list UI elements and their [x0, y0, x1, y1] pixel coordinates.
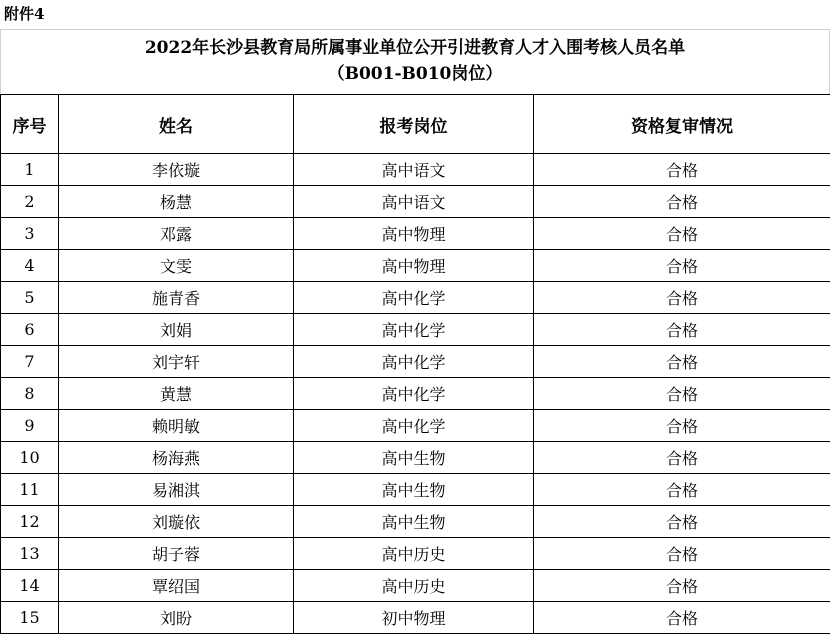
cell-name: 刘盼: [59, 602, 294, 634]
candidate-table: [0, 94, 830, 634]
header-index: 序号: [1, 95, 59, 154]
cell-name: 覃绍国: [59, 570, 294, 602]
cell-post: 高中生物: [294, 474, 534, 506]
title-block: [0, 30, 830, 94]
table-row: [1, 538, 830, 570]
cell-index: 2: [1, 186, 59, 218]
cell-index: 5: [1, 282, 59, 314]
document-title: 2022年长沙县教育局所属事业单位公开引进教育人才入围考核人员名单: [144, 38, 686, 58]
cell-name: 施青香: [59, 282, 294, 314]
document-subtitle: （B001-B010岗位）: [327, 64, 503, 84]
cell-index: 4: [1, 250, 59, 282]
table-row: [1, 570, 830, 602]
table-row: [1, 442, 830, 474]
cell-post: 高中生物: [294, 442, 534, 474]
cell-index: 1: [1, 154, 59, 186]
cell-review: 合格: [534, 570, 830, 602]
cell-post: 高中语文: [294, 154, 534, 186]
cell-review: 合格: [534, 186, 830, 218]
header-review: 资格复审情况: [534, 95, 830, 154]
cell-name: 易湘淇: [59, 474, 294, 506]
cell-post: 高中化学: [294, 410, 534, 442]
cell-post: 高中物理: [294, 218, 534, 250]
table-row: [1, 378, 830, 410]
table-row: [1, 154, 830, 186]
cell-post: 高中化学: [294, 378, 534, 410]
cell-name: 赖明敏: [59, 410, 294, 442]
cell-review: 合格: [534, 442, 830, 474]
cell-index: 3: [1, 218, 59, 250]
cell-review: 合格: [534, 410, 830, 442]
table-row: [1, 474, 830, 506]
table-row: [1, 250, 830, 282]
table-row: [1, 186, 830, 218]
cell-review: 合格: [534, 346, 830, 378]
cell-post: 高中物理: [294, 250, 534, 282]
cell-review: 合格: [534, 250, 830, 282]
cell-post: 高中历史: [294, 538, 534, 570]
cell-post: 高中化学: [294, 314, 534, 346]
cell-name: 刘璇依: [59, 506, 294, 538]
cell-post: 高中化学: [294, 282, 534, 314]
cell-review: 合格: [534, 538, 830, 570]
cell-name: 李依璇: [59, 154, 294, 186]
cell-index: 7: [1, 346, 59, 378]
cell-post: 高中化学: [294, 346, 534, 378]
cell-index: 6: [1, 314, 59, 346]
cell-post: 高中语文: [294, 186, 534, 218]
cell-name: 黄慧: [59, 378, 294, 410]
cell-review: 合格: [534, 602, 830, 634]
table-row: [1, 346, 830, 378]
cell-index: 12: [1, 506, 59, 538]
cell-name: 刘娟: [59, 314, 294, 346]
table-row: [1, 602, 830, 634]
cell-index: 9: [1, 410, 59, 442]
cell-index: 15: [1, 602, 59, 634]
cell-review: 合格: [534, 314, 830, 346]
cell-index: 8: [1, 378, 59, 410]
table-row: [1, 218, 830, 250]
cell-index: 11: [1, 474, 59, 506]
cell-index: 14: [1, 570, 59, 602]
cell-index: 10: [1, 442, 59, 474]
table-header-row: [1, 95, 830, 154]
cell-review: 合格: [534, 474, 830, 506]
cell-name: 胡子蓉: [59, 538, 294, 570]
cell-name: 杨慧: [59, 186, 294, 218]
cell-review: 合格: [534, 282, 830, 314]
table-row: [1, 314, 830, 346]
cell-review: 合格: [534, 506, 830, 538]
attachment-label: 附件4: [4, 5, 45, 23]
cell-name: 文雯: [59, 250, 294, 282]
cell-review: 合格: [534, 154, 830, 186]
cell-post: 高中生物: [294, 506, 534, 538]
table-row: [1, 282, 830, 314]
header-name: 姓名: [59, 95, 294, 154]
table-row: [1, 506, 830, 538]
cell-review: 合格: [534, 218, 830, 250]
cell-review: 合格: [534, 378, 830, 410]
table-row: [1, 410, 830, 442]
attachment-row: [0, 0, 830, 30]
cell-index: 13: [1, 538, 59, 570]
cell-name: 邓露: [59, 218, 294, 250]
cell-post: 高中历史: [294, 570, 534, 602]
header-post: 报考岗位: [294, 95, 534, 154]
cell-name: 杨海燕: [59, 442, 294, 474]
cell-name: 刘宇轩: [59, 346, 294, 378]
cell-post: 初中物理: [294, 602, 534, 634]
